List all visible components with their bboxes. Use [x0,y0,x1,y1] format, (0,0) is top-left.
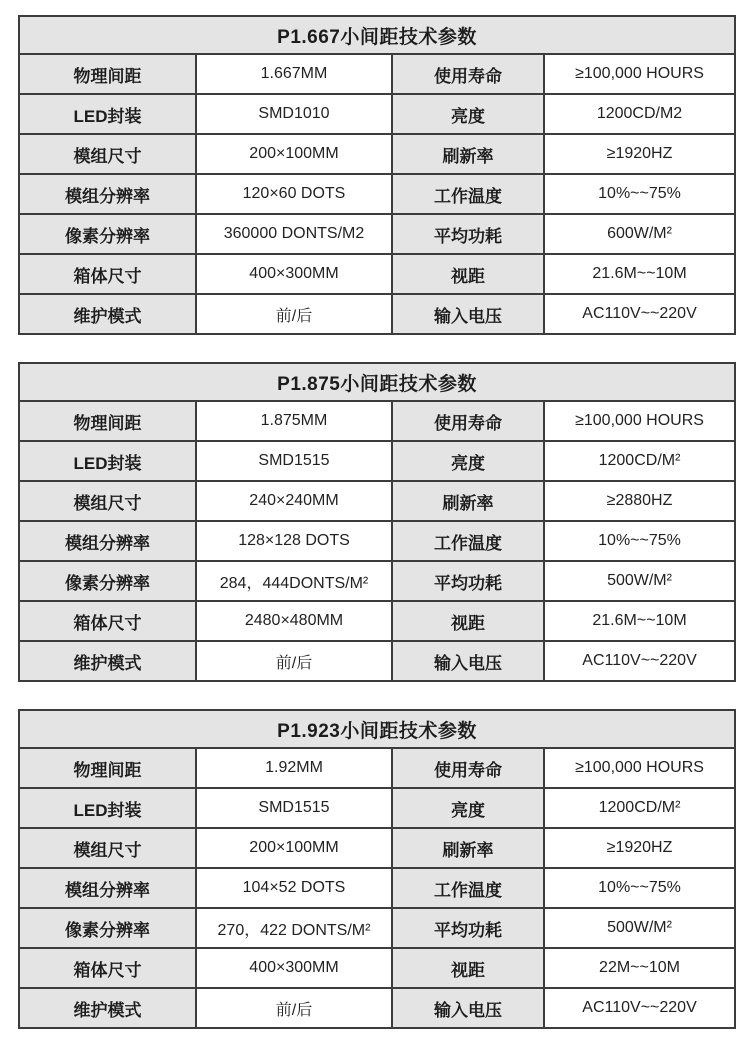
spec-label-cell: 输入电压 [392,294,544,334]
spec-label-cell: 维护模式 [19,294,196,334]
spec-table-p1667 [18,15,736,335]
spec-value-cell: ≥100,000 HOURS [544,401,735,441]
spec-value-cell: 21.6M~~10M [544,254,735,294]
spec-value-cell: AC110V~~220V [544,294,735,334]
spec-value-cell: 500W/M² [544,561,735,601]
spec-value-cell: 1.875MM [196,401,392,441]
spec-label-cell: 平均功耗 [392,908,544,948]
table-row [19,988,735,1028]
spec-label-cell: 像素分辨率 [19,214,196,254]
spec-value-cell: 22M~~10M [544,948,735,988]
spec-value-cell: 10%~~75% [544,868,735,908]
table-row [19,441,735,481]
spec-value-cell: ≥1920HZ [544,828,735,868]
spec-value-cell: 360000 DONTS/M2 [196,214,392,254]
spec-label-cell: 使用寿命 [392,54,544,94]
table-row [19,748,735,788]
table-row [19,134,735,174]
table-row [19,481,735,521]
spec-label-cell: 刷新率 [392,828,544,868]
spec-value-cell: 1.667MM [196,54,392,94]
spec-value-cell: 400×300MM [196,254,392,294]
table-header-row [19,710,735,748]
table-row [19,174,735,214]
spec-label-cell: 物理间距 [19,401,196,441]
spec-label-cell: 亮度 [392,441,544,481]
spec-label-cell: 刷新率 [392,481,544,521]
spec-value-cell: 600W/M² [544,214,735,254]
spec-value-cell: ≥100,000 HOURS [544,748,735,788]
spec-label-cell: 物理间距 [19,748,196,788]
spec-value-cell: 1200CD/M2 [544,94,735,134]
spec-value-cell: 500W/M² [544,908,735,948]
spec-value-cell: 1200CD/M² [544,788,735,828]
table-row [19,868,735,908]
spec-label-cell: 维护模式 [19,988,196,1028]
spec-label-cell: 像素分辨率 [19,561,196,601]
table-row [19,294,735,334]
spec-value-cell: 104×52 DOTS [196,868,392,908]
table-row [19,948,735,988]
spec-value-cell: 10%~~75% [544,521,735,561]
spec-label-cell: 模组分辨率 [19,868,196,908]
spec-table-p1875 [18,362,736,682]
spec-value-cell: 270，422 DONTS/M² [196,908,392,948]
spec-value-cell: AC110V~~220V [544,641,735,681]
table-row [19,521,735,561]
spec-label-cell: 模组尺寸 [19,481,196,521]
spec-label-cell: 输入电压 [392,988,544,1028]
spec-label-cell: 亮度 [392,788,544,828]
spec-label-cell: 箱体尺寸 [19,948,196,988]
table-row [19,601,735,641]
spec-value-cell: 240×240MM [196,481,392,521]
spec-value-cell: 10%~~75% [544,174,735,214]
table-row [19,401,735,441]
spec-label-cell: 模组分辨率 [19,521,196,561]
spec-value-cell: ≥100,000 HOURS [544,54,735,94]
spec-label-cell: 亮度 [392,94,544,134]
spec-label-cell: 模组尺寸 [19,828,196,868]
table-header-row [19,363,735,401]
spec-label-cell: 平均功耗 [392,214,544,254]
spec-table-p1923 [18,709,736,1029]
spec-value-cell: 2480×480MM [196,601,392,641]
table-row [19,828,735,868]
spec-value-cell: 400×300MM [196,948,392,988]
spec-label-cell: LED封装 [19,788,196,828]
table-row [19,641,735,681]
spec-label-cell: 工作温度 [392,868,544,908]
table-row [19,908,735,948]
spec-value-cell: 1200CD/M² [544,441,735,481]
spec-label-cell: 使用寿命 [392,401,544,441]
spec-value-cell: 200×100MM [196,828,392,868]
spec-label-cell: 输入电压 [392,641,544,681]
spec-value-cell: 21.6M~~10M [544,601,735,641]
spec-value-cell: 284，444DONTS/M² [196,561,392,601]
table-row [19,54,735,94]
spec-value-cell: SMD1515 [196,788,392,828]
spec-label-cell: LED封装 [19,441,196,481]
spec-label-cell: 视距 [392,948,544,988]
table-row [19,214,735,254]
spec-value-cell: 120×60 DOTS [196,174,392,214]
table-row [19,94,735,134]
spec-label-cell: 平均功耗 [392,561,544,601]
spec-label-cell: 工作温度 [392,174,544,214]
spec-value-cell: 前/后 [196,294,392,334]
spec-value-cell: ≥1920HZ [544,134,735,174]
table-title-p1667: P1.667小间距技术参数 [19,16,735,54]
spec-label-cell: 箱体尺寸 [19,601,196,641]
spec-value-cell: SMD1010 [196,94,392,134]
spec-label-cell: 视距 [392,254,544,294]
spec-label-cell: LED封装 [19,94,196,134]
spec-label-cell: 像素分辨率 [19,908,196,948]
spec-label-cell: 模组分辨率 [19,174,196,214]
spec-label-cell: 刷新率 [392,134,544,174]
table-row [19,561,735,601]
spec-value-cell: 128×128 DOTS [196,521,392,561]
spec-value-cell: 200×100MM [196,134,392,174]
spec-label-cell: 使用寿命 [392,748,544,788]
spec-value-cell: SMD1515 [196,441,392,481]
spec-value-cell: 前/后 [196,641,392,681]
table-row [19,788,735,828]
spec-value-cell: 1.92MM [196,748,392,788]
table-title-p1923: P1.923小间距技术参数 [19,710,735,748]
spec-value-cell: AC110V~~220V [544,988,735,1028]
spec-value-cell: ≥2880HZ [544,481,735,521]
spec-label-cell: 模组尺寸 [19,134,196,174]
spec-label-cell: 维护模式 [19,641,196,681]
table-header-row [19,16,735,54]
table-title-p1875: P1.875小间距技术参数 [19,363,735,401]
table-row [19,254,735,294]
spec-label-cell: 箱体尺寸 [19,254,196,294]
spec-label-cell: 工作温度 [392,521,544,561]
spec-value-cell: 前/后 [196,988,392,1028]
spec-label-cell: 物理间距 [19,54,196,94]
spec-label-cell: 视距 [392,601,544,641]
